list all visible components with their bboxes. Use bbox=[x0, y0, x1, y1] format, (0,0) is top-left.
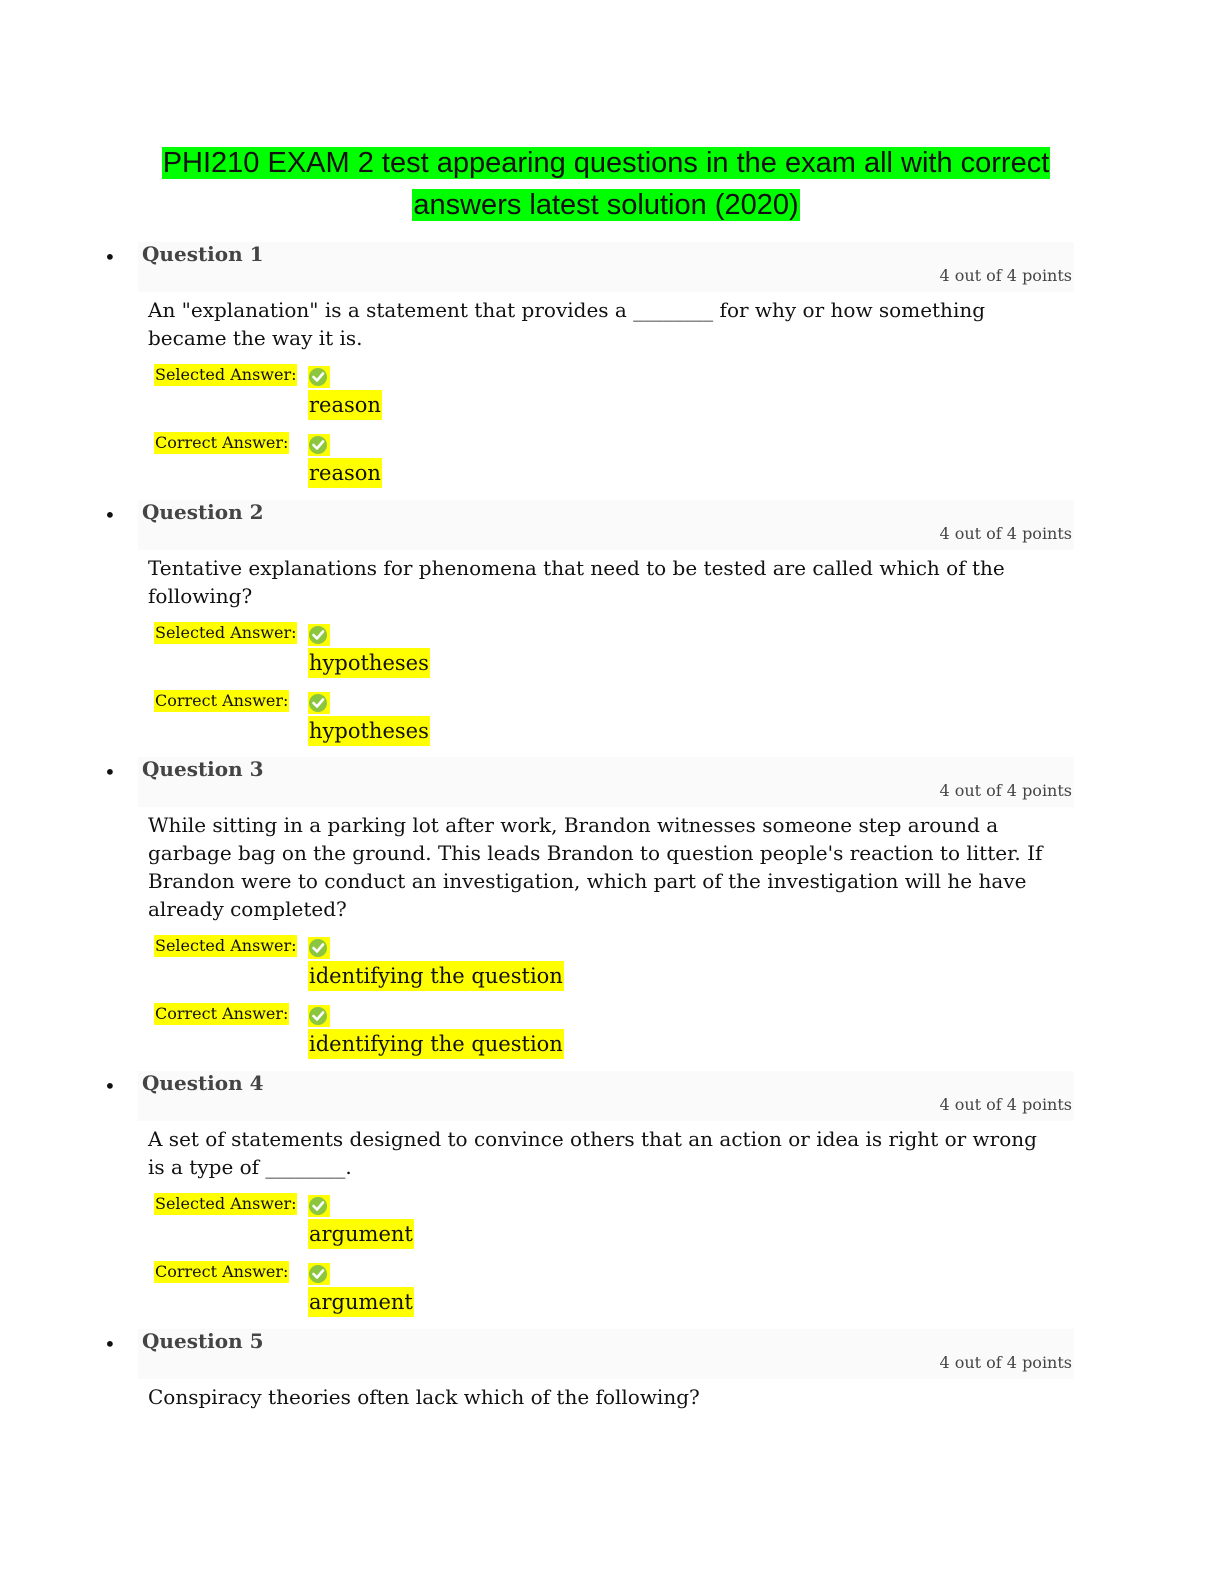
question-points: 4 out of 4 points bbox=[939, 1353, 1072, 1372]
correct-answer-value: reason bbox=[308, 458, 382, 488]
selected-answer-row bbox=[154, 364, 1074, 432]
question-title: Question 3 bbox=[142, 757, 264, 781]
selected-answer-row bbox=[154, 1193, 1074, 1261]
bullet: • bbox=[104, 760, 116, 784]
bullet: • bbox=[104, 503, 116, 527]
correct-answer-value: argument bbox=[308, 1287, 414, 1317]
question-points: 4 out of 4 points bbox=[939, 1095, 1072, 1114]
check-circle-icon bbox=[308, 1195, 330, 1217]
question-block bbox=[104, 1329, 1074, 1411]
check-circle-icon bbox=[308, 1005, 330, 1027]
question-points: 4 out of 4 points bbox=[939, 266, 1072, 285]
correct-answer-row bbox=[154, 690, 1074, 758]
question-text: While sitting in a parking lot after work, Brandon witnesses someone step around a garbage bag on the ground. This leads Brandon to question people's reaction to litter. If Brandon were to conduct an investigation, which part of the investigation will he have already completed? bbox=[148, 813, 1043, 921]
question-text: A set of statements designed to convince others that an action or idea is right or wrong is a type of ________. bbox=[148, 1127, 1037, 1179]
selected-answer-value: argument bbox=[308, 1219, 414, 1249]
question-points: 4 out of 4 points bbox=[939, 781, 1072, 800]
check-circle-icon bbox=[308, 624, 330, 646]
selected-answer-label: Selected Answer: bbox=[155, 936, 297, 955]
question-text: An "explanation" is a statement that provides a ________ for why or how something became the way it is. bbox=[148, 298, 986, 350]
correct-answer-label: Correct Answer: bbox=[155, 691, 289, 710]
title-line-2: answers latest solution (2020) bbox=[413, 189, 799, 221]
question-block bbox=[104, 1071, 1074, 1329]
question-text: Conspiracy theories often lack which of the following? bbox=[148, 1385, 700, 1409]
correct-answer-label: Correct Answer: bbox=[155, 1004, 289, 1023]
check-circle-icon bbox=[308, 366, 330, 388]
bullet: • bbox=[104, 1074, 116, 1098]
question-title: Question 4 bbox=[142, 1071, 264, 1095]
question-title: Question 5 bbox=[142, 1329, 264, 1353]
question-block bbox=[104, 757, 1074, 1071]
question-header bbox=[104, 757, 1074, 807]
correct-answer-value: identifying the question bbox=[308, 1029, 564, 1059]
check-circle-icon bbox=[308, 1263, 330, 1285]
selected-answer-label: Selected Answer: bbox=[155, 1194, 297, 1213]
question-header bbox=[104, 242, 1074, 292]
question-title: Question 1 bbox=[142, 242, 264, 266]
correct-answer-row bbox=[154, 432, 1074, 500]
question-title: Question 2 bbox=[142, 500, 264, 524]
selected-answer-value: hypotheses bbox=[308, 648, 430, 678]
check-circle-icon bbox=[308, 937, 330, 959]
selected-answer-value: identifying the question bbox=[308, 961, 564, 991]
bullet: • bbox=[104, 245, 116, 269]
question-text: Tentative explanations for phenomena that need to be tested are called which of the following? bbox=[148, 556, 1005, 608]
selected-answer-label: Selected Answer: bbox=[155, 623, 297, 642]
title-line-1: PHI210 EXAM 2 test appearing questions in the exam all with correct bbox=[162, 147, 1050, 179]
bullet: • bbox=[104, 1332, 116, 1356]
question-header bbox=[104, 500, 1074, 550]
question-block bbox=[104, 242, 1074, 500]
correct-answer-row bbox=[154, 1261, 1074, 1329]
correct-answer-value: hypotheses bbox=[308, 716, 430, 746]
selected-answer-value: reason bbox=[308, 390, 382, 420]
correct-answer-label: Correct Answer: bbox=[155, 433, 289, 452]
correct-answer-label: Correct Answer: bbox=[155, 1262, 289, 1281]
correct-answer-row bbox=[154, 1003, 1074, 1071]
selected-answer-row bbox=[154, 935, 1074, 1003]
question-header bbox=[104, 1329, 1074, 1379]
document-title bbox=[150, 142, 1062, 226]
selected-answer-row bbox=[154, 622, 1074, 690]
question-block bbox=[104, 500, 1074, 758]
check-circle-icon bbox=[308, 434, 330, 456]
check-circle-icon bbox=[308, 692, 330, 714]
question-points: 4 out of 4 points bbox=[939, 524, 1072, 543]
selected-answer-label: Selected Answer: bbox=[155, 365, 297, 384]
question-header bbox=[104, 1071, 1074, 1121]
